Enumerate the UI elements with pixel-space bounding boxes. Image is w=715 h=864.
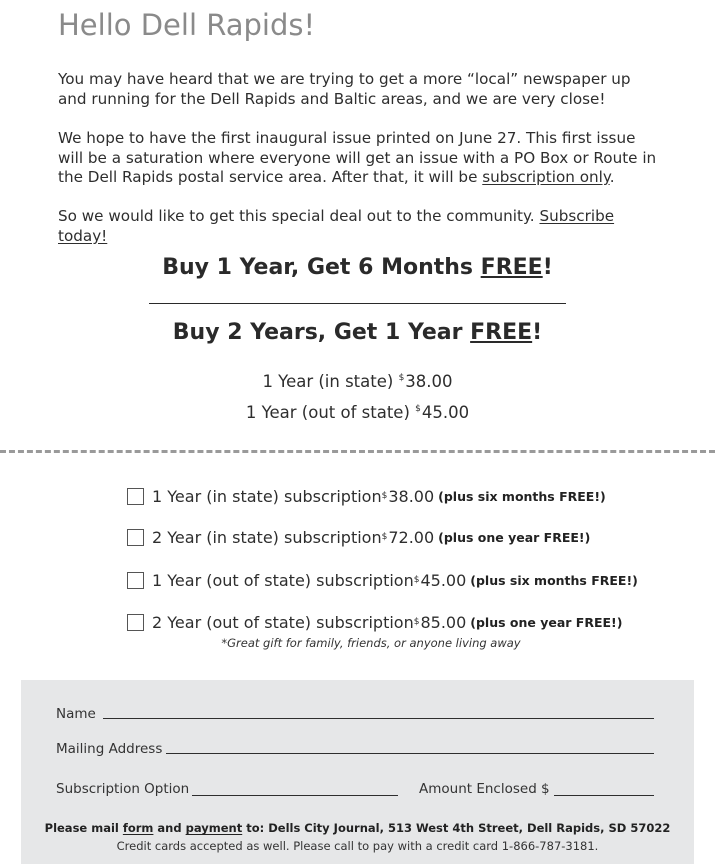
option-row-4[interactable] <box>127 611 622 633</box>
option-1-amount: 38.00 <box>388 486 435 506</box>
option-1-label: 1 Year (in state) subscription <box>152 486 382 506</box>
intro-paragraph-2-text: We hope to have the first inaugural issue printed on June 27. This first issue will be a saturation where everyone will get an issue with a PO Box or Route in the Dell Rapids postal service area. After that, it will be <box>58 129 657 186</box>
name-field[interactable] <box>103 718 654 719</box>
offer-two-years <box>0 320 715 345</box>
option-4-label: 2 Year (out of state) subscription <box>152 612 414 632</box>
price-out-of-state-currency: $ <box>415 404 421 414</box>
option-4-amount: 85.00 <box>420 612 467 632</box>
price-in-state-label: 1 Year (in state) <box>262 372 399 391</box>
mailing-instructions <box>0 821 715 835</box>
subscription-only-text: subscription only <box>482 168 610 186</box>
option-1-currency: $ <box>381 491 388 501</box>
offer-one-year-free: FREE <box>480 255 543 280</box>
mail-and-text: and <box>153 821 186 835</box>
price-out-of-state <box>0 403 715 422</box>
offer-two-years-free: FREE <box>470 320 533 345</box>
offer-one-year-end: ! <box>542 255 553 280</box>
page-title: Hello Dell Rapids! <box>58 8 316 42</box>
price-out-of-state-label: 1 Year (out of state) <box>245 403 416 422</box>
gift-note: *Great gift for family, friends, or anyone living away <box>221 636 521 650</box>
option-3-currency: $ <box>413 575 420 585</box>
price-in-state-currency: $ <box>398 373 405 383</box>
intro-paragraph-3-text: So we would like to get this special deal out to the community. <box>58 207 540 225</box>
offer-divider <box>149 303 566 304</box>
option-2-amount: 72.00 <box>388 527 435 547</box>
option-2-label: 2 Year (in state) subscription <box>152 527 382 547</box>
option-4-checkbox[interactable] <box>127 614 144 631</box>
mail-payment-text: payment <box>185 821 243 835</box>
option-1-bonus: (plus six months FREE!) <box>438 488 606 504</box>
credit-card-note: Credit cards accepted as well. Please call to pay with a credit card 1-866-787-3181. <box>116 839 599 853</box>
mailing-address-field[interactable] <box>166 753 654 754</box>
intro-paragraph-1: You may have heard that we are trying to get a more “local” newspaper up and running for the Dell Rapids and Baltic areas, and we are very close! <box>58 70 631 108</box>
intro-paragraph-2 <box>58 129 658 188</box>
amount-enclosed-label: Amount Enclosed $ <box>419 781 550 797</box>
option-4-currency: $ <box>413 617 420 627</box>
price-out-of-state-amount: 45.00 <box>421 403 470 422</box>
intro-paragraph-2-end: . <box>609 168 615 186</box>
subscribe-today-link[interactable]: Subscribe today! <box>58 207 615 245</box>
option-3-bonus: (plus six months FREE!) <box>470 572 638 588</box>
price-in-state <box>0 372 715 391</box>
option-4-bonus: (plus one year FREE!) <box>470 614 623 630</box>
option-1-checkbox[interactable] <box>127 488 144 505</box>
offer-two-years-end: ! <box>532 320 543 345</box>
offer-one-year <box>0 255 715 280</box>
order-form-panel <box>21 680 694 864</box>
option-3-checkbox[interactable] <box>127 572 144 589</box>
option-row-1[interactable] <box>127 485 606 507</box>
mailing-address-label: Mailing Address <box>56 741 163 757</box>
offer-one-year-text: Buy 1 Year, Get 6 Months <box>162 255 481 280</box>
option-3-label: 1 Year (out of state) subscription <box>152 570 414 590</box>
option-row-2[interactable] <box>127 526 590 548</box>
cut-line-divider <box>0 450 715 453</box>
offer-two-years-text: Buy 2 Years, Get 1 Year <box>172 320 471 345</box>
subscription-option-label: Subscription Option <box>56 781 190 797</box>
subscription-option-field[interactable] <box>192 795 398 796</box>
price-in-state-amount: 38.00 <box>405 372 453 391</box>
option-2-bonus: (plus one year FREE!) <box>438 529 591 545</box>
mail-address-text: to: Dells City Journal, 513 West 4th Street, Dell Rapids, SD 57022 <box>242 821 671 835</box>
name-label: Name <box>56 706 96 722</box>
amount-enclosed-field[interactable] <box>554 795 654 796</box>
mail-pre-text: Please mail <box>44 821 123 835</box>
option-2-checkbox[interactable] <box>127 529 144 546</box>
mail-form-text: form <box>122 821 154 835</box>
option-2-currency: $ <box>381 532 388 542</box>
intro-paragraph-3 <box>58 207 658 246</box>
option-row-3[interactable] <box>127 569 638 591</box>
option-3-amount: 45.00 <box>420 570 467 590</box>
